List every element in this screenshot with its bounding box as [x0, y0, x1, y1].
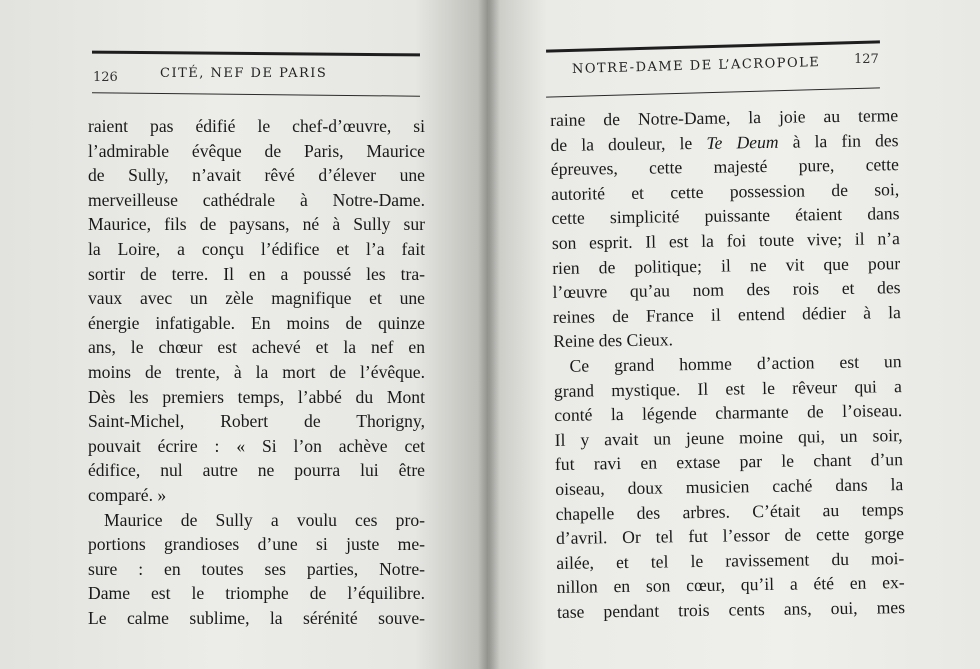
left-page: [0, 0, 488, 669]
text-line: oiseau, doux musicien caché dans la: [555, 474, 904, 499]
text-line: édifice, nul autre ne pourra lui être: [88, 460, 425, 481]
right-page: [488, 0, 980, 669]
text-line: pouvait écrire : « Si l’on achève cet: [88, 435, 425, 456]
text-line: chapelle des arbres. C’était au temps: [555, 498, 904, 524]
text-line: Maurice de Sully a voulu ces pro-: [104, 509, 425, 530]
text-line: conté la légende charmante de l’oiseau.: [554, 400, 903, 426]
text-line: ailée, et tel le ravissement du moi-: [556, 547, 905, 573]
text-line: raine de Notre-Dame, la joie au terme: [550, 105, 899, 130]
right-body-text: [550, 103, 905, 624]
text-line: Saint-Michel, Robert de Thorigny,: [88, 411, 425, 432]
text-line: merveilleuse cathédrale à Notre-Dame.: [88, 189, 425, 210]
text-line: la Loire, a conçu l’édifice et l’a fait: [88, 238, 425, 259]
text-line: Reine des Cieux.: [553, 329, 674, 352]
text-line: nillon en son cœur, qu’il a été en ex-: [556, 572, 905, 598]
text-line: Maurice, fils de paysans, né à Sully sur: [88, 214, 425, 235]
text-line: Le calme sublime, la sérénité souve-: [88, 607, 425, 628]
text-line: portions grandioses d’une si juste me-: [88, 534, 425, 555]
line-segment: à la fin des: [778, 129, 899, 152]
text-line: rien de politique; il ne vit que pour: [552, 252, 901, 278]
book-gutter: [478, 0, 500, 669]
text-line: sortir de terre. Il en a poussé les tra-: [88, 263, 425, 284]
text-line: l’œuvre qu’au nom des rois et des: [552, 277, 901, 303]
text-line: tase pendant trois cents ans, oui, mes: [556, 596, 906, 622]
text-line: son esprit. Il est la foi toute vive; il n’a: [551, 228, 900, 253]
right-running-head: NOTRE-DAME DE L’ACROPOLE: [571, 55, 821, 77]
text-line: énergie infatigable. En moins de quinze: [88, 312, 425, 333]
text-line: Ce grand homme d’action est un: [569, 351, 902, 376]
left-running-head: CITÉ, NEF DE PARIS: [160, 66, 328, 81]
text-line: ans, le chœur est achevé et la nef en: [88, 337, 425, 358]
text-line: Il y avait un jeune moine qui, un soir,: [554, 424, 903, 450]
line-segment: de la douleur, le: [550, 132, 707, 155]
text-line: comparé. »: [88, 484, 167, 505]
text-line: Dès les premiers temps, l’abbé du Mont: [88, 386, 425, 407]
text-line: sure : en toutes ses parties, Notre-: [88, 558, 425, 579]
right-header-top-rule: [546, 40, 880, 52]
left-header-top-rule: [92, 51, 420, 57]
text-line: fut ravi en extase par le chant d’un: [554, 449, 904, 475]
text-line: épreuves, cette majesté pure, cette: [550, 154, 899, 180]
text-line: raient pas édifié le chef-d’œuvre, si: [88, 116, 425, 136]
text-line: reines de France il entend dédier à la: [552, 301, 902, 327]
text-line: cette simplicité puissante étaient dans: [551, 203, 900, 229]
text-line: grand mystique. Il est le rêveur qui a: [553, 375, 903, 401]
text-line: Dame est le triomphe de l’équilibre.: [88, 583, 425, 604]
left-header-bottom-rule: [92, 92, 420, 96]
right-header-bottom-rule: [546, 87, 880, 97]
text-line: vaux avec un zèle magnifique et une: [88, 288, 425, 309]
italic-title: Te Deum: [706, 131, 779, 153]
text-line: moins de trente, à la mort de l’évêque.: [88, 361, 425, 382]
left-body-text: [88, 114, 425, 630]
text-line: l’admirable évêque de Paris, Maurice: [88, 140, 425, 161]
text-line: de Sully, n’avait rêvé d’élever une: [88, 165, 425, 186]
right-page-number: 127: [854, 52, 879, 67]
text-line: d’avril. Or tel fut l’essor de cette gorge: [555, 523, 905, 549]
left-page-number: 126: [93, 70, 118, 85]
text-line: autorité et cette possession de soi,: [551, 178, 900, 204]
